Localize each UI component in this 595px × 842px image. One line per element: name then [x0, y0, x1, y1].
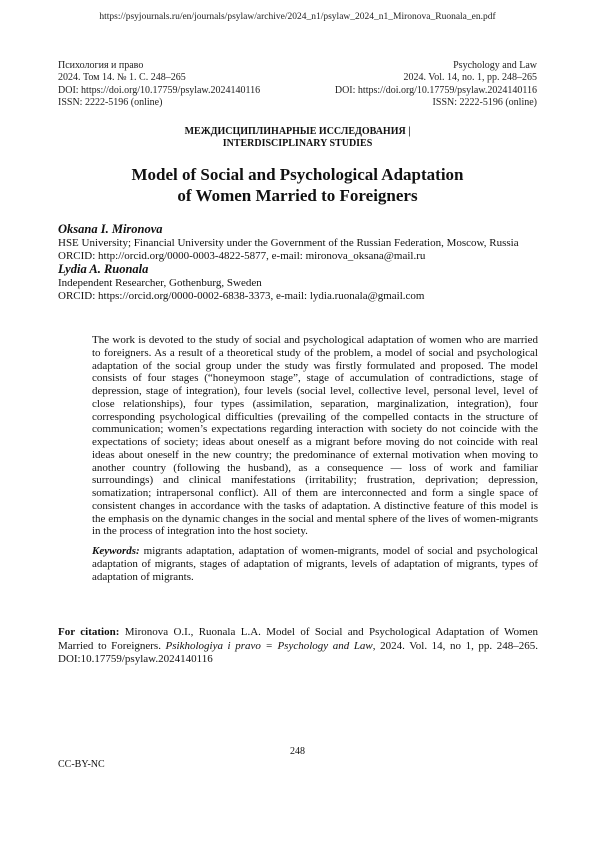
issue-info-en: 2024. Vol. 14, no. 1, pp. 248–265: [403, 72, 537, 84]
doi-ru: DOI: https://doi.org/10.17759/psylaw.2024140116: [58, 84, 261, 96]
source-url[interactable]: https://psyjournals.ru/en/journals/psylaw/archive/2024_n1/psylaw_2024_n1_Mironova_Ruonala_en.pdf: [99, 12, 496, 22]
journal-name-en: Psychology and Law: [453, 60, 537, 71]
license: CC-BY-NC: [58, 759, 105, 770]
author-block: [58, 222, 538, 302]
abstract: [92, 334, 538, 583]
section-heading-en: INTERDISCIPLINARY STUDIES: [222, 138, 373, 149]
keywords: [92, 545, 538, 583]
article-title-line1: Model of Social and Psychological Adaptation: [131, 165, 464, 184]
abstract-text: The work is devoted to the study of social and psychological adaptation of women who are married to foreigners. As a result of a theoretical study of the problem, a model of social and psychological adaptation of the social group under the study was firstly formulated and proposed. The model consists of four stages (“honeymoon stage”, stage of accumulation of contradictions, stage of depression, stage of integration), four levels (social level, collective level, personal level, level of close relationships), four types (assimilation, separation, marginalization, integration), four corresponding psychological difficulties (prevailing of the compelled contacts in the structure of communication; women’s expectations regarding interaction with society do not coincide with the expectations of society; ideas about oneself as a migrant before moving do not coincide with real ideas about oneself in the new country; the predominance of external motivation when moving to another country (following the husband), as a consequence — loss of work and familiar surroundings) and clinical manifestations (irritability; frustration, deprivation; depression, somatization; intrapersonal conflict). All of them are interconnected and form a single space of consistent changes in accordance with the tasks of adaptation. A distinctive feature of this model is the emphasis on the dynamic changes in the social and mental sphere of the lives of women-migrants in the process of integration into the host society.: [92, 334, 538, 538]
keywords-label: Keywords:: [92, 545, 140, 557]
article-title: [0, 164, 595, 206]
journal-header-english: [335, 60, 537, 110]
issn-en: ISSN: 2222-5196 (online): [432, 97, 537, 109]
journal-header-russian: [58, 60, 260, 110]
keywords-text: migrants adaptation, adaptation of women-migrants, model of social and psychological adaptation of migrants, stages of adaptation of migrants, levels of adaptation of migrants, types of adaptation of migrants.: [92, 545, 538, 583]
page-number: 248: [290, 746, 305, 757]
author-name: Lydia A. Ruonala: [58, 262, 149, 277]
author-orcid: ORCID: https://orcid.org/0000-0002-6838-3373, e-mail: lydia.ruonala@gmail.com: [58, 289, 425, 302]
issue-info-ru: 2024. Том 14. № 1. С. 248–265: [58, 72, 186, 84]
section-heading-ru: МЕЖДИСЦИПЛИНАРНЫЕ ИССЛЕДОВАНИЯ |: [184, 126, 411, 137]
author-name: Oksana I. Mironova: [58, 222, 163, 236]
citation-journal: Psikhologiya i pravo = Psychology and Law: [165, 639, 373, 652]
citation-details: , 2024. Vol. 14, no 1, pp. 248–265. DOI:10.17759/psylaw.2024140116: [58, 639, 539, 665]
citation: [58, 626, 538, 667]
doi-en: DOI: https://doi.org/10.17759/psylaw.2024140116: [334, 84, 537, 96]
issn-ru: ISSN: 2222-5196 (online): [58, 97, 163, 109]
author-orcid: ORCID: http://orcid.org/0000-0003-4822-5877, e-mail: mironova_oksana@mail.ru: [58, 249, 426, 262]
article-title-line2: of Women Married to Foreigners: [177, 186, 418, 205]
author-affiliation: Independent Researcher, Gothenburg, Sweden: [58, 277, 262, 290]
journal-name-ru: Психология и право: [58, 60, 144, 71]
citation-text: Mironova O.I., Ruonala L.A. Model of Social and Psychological Adaptation of Women Married to Foreigners.: [58, 626, 538, 652]
author-affiliation: HSE University; Financial University under the Government of the Russian Federation, Moscow, Russia: [58, 237, 519, 249]
section-heading: [0, 126, 595, 150]
citation-label: For citation:: [58, 626, 120, 638]
